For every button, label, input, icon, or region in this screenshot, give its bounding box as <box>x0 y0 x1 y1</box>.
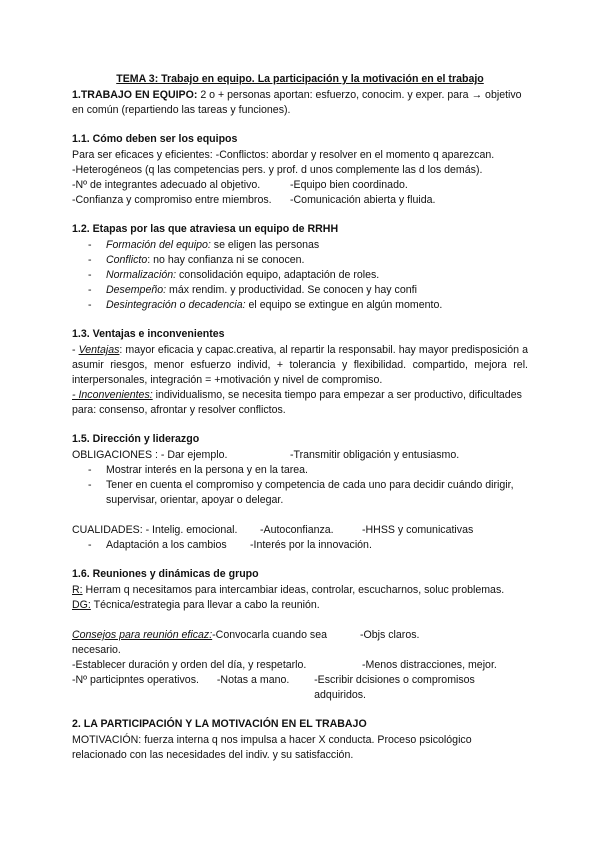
obligaciones-cell: -Transmitir obligación y entusiasmo. <box>290 449 460 461</box>
cualidades-item: Adaptación a los cambios <box>106 539 227 551</box>
stage-term: Formación del equipo: <box>106 239 211 251</box>
consejos-item: -Escribir dcisiones o compromisos adquiridos. <box>314 674 475 701</box>
consejos-row <box>72 673 528 703</box>
cualidades-cell: -Autoconfianza. <box>260 524 334 536</box>
consejos-item: -Convocarla cuando sea necesario. <box>72 629 327 656</box>
ventajas-prefix: - <box>72 344 79 356</box>
list-item <box>88 298 528 313</box>
stage-term: Desempeño: <box>106 284 167 296</box>
inconvenientes-text: individualismo, se necesita tiempo para empezar a ser productivo, dificultades para: consenso, afrontar y resolver conflictos. <box>72 389 522 416</box>
stage-text: consolidación equipo, adaptación de roles. <box>176 269 380 281</box>
list-item <box>88 268 528 283</box>
stage-text: : no hay confianza ni se conocen. <box>147 254 305 266</box>
section-1-1-row <box>72 178 528 193</box>
stage-text: se eligen las personas <box>210 239 320 251</box>
dinamica-label: DG: <box>72 599 91 611</box>
section-1-paragraph <box>72 88 528 118</box>
section-1-1-cell: -Confianza y compromiso entre miembros. <box>72 194 272 206</box>
section-1-1-cell: -Equipo bien coordinado. <box>290 179 408 191</box>
obligaciones-list <box>72 463 528 508</box>
consejos-item: -Notas a mano. <box>216 674 290 686</box>
section-1-heading: 1.TRABAJO EN EQUIPO: <box>72 89 198 101</box>
inconvenientes-label: - Inconvenientes: <box>72 389 153 401</box>
stage-text: el equipo se extingue en algún momento. <box>245 299 443 311</box>
cualidades-item: -Interés por la innovación. <box>250 539 372 551</box>
section-1-6-heading: 1.6. Reuniones y dinámicas de grupo <box>72 568 259 580</box>
cualidades-cell: -HHSS y comunicativas <box>362 524 474 536</box>
list-item <box>88 253 528 268</box>
inconvenientes-paragraph <box>72 388 528 418</box>
spacer <box>72 613 528 628</box>
stages-list <box>72 238 528 313</box>
consejos-label: Consejos para reunión eficaz: <box>72 629 213 641</box>
section-1-2-heading: 1.2. Etapas por las que atraviesa un equipo de RRHH <box>72 223 339 235</box>
section-1-1-line: Para ser eficaces y eficientes: -Conflictos: abordar y resolver en el momento q aparezcan. <box>72 149 495 161</box>
consejos-item: -Objs claros. <box>360 629 420 641</box>
consejos-row <box>72 628 528 658</box>
ventajas-text: : mayor eficacia y capac.creativa, al repartir la responsabil. hay mayor predisposición a asumir riesgos, menor esfuerzo individ, + tolerancia y flexibilidad. compartido, mejora rel. interpersonales, integración = +motivación y nivel de compromiso. <box>72 344 528 386</box>
list-item <box>88 538 528 553</box>
obligaciones-row <box>72 448 528 463</box>
section-1-1-heading: 1.1. Cómo deben ser los equipos <box>72 133 238 145</box>
section-1-1-row <box>72 193 528 208</box>
section-1-1-cell: -Nº de integrantes adecuado al objetivo. <box>72 179 261 191</box>
list-item <box>88 283 528 298</box>
section-2-heading: 2. LA PARTICIPACIÓN Y LA MOTIVACIÓN EN EL TRABAJO <box>72 718 367 730</box>
section-1-text: 2 o + personas aportan: esfuerzo, conocim. y exper. para → objetivo en común (repartiendo las tareas y funciones). <box>72 89 522 116</box>
cualidades-cell: CUALIDADES: - Intelig. emocional. <box>72 524 238 536</box>
consejos-item: -Menos distracciones, mejor. <box>362 659 497 671</box>
stage-text: máx rendim. y productividad. Se conocen y hay confi <box>166 284 417 296</box>
reunion-text: Herram q necesitamos para intercambiar ideas, controlar, escucharnos, soluc problemas. <box>82 584 505 596</box>
consejos-item: -Establecer duración y orden del día, y respetarlo. <box>72 659 307 671</box>
consejos-item: -Nº participntes operativos. <box>72 674 199 686</box>
stage-term: Conflicto <box>106 254 148 266</box>
list-item <box>88 238 528 253</box>
section-1-5-heading: 1.5. Dirección y liderazgo <box>72 433 200 445</box>
obligaciones-cell: OBLIGACIONES : - Dar ejemplo. <box>72 449 228 461</box>
list-item: - Mostrar interés en la persona y en la tarea. <box>88 463 528 478</box>
dinamica-definition <box>72 598 528 613</box>
consejos-row <box>72 658 528 673</box>
ventajas-paragraph <box>72 343 528 388</box>
cualidades-list <box>72 538 528 553</box>
section-1-1-cell: -Comunicación abierta y fluida. <box>290 194 436 206</box>
spacer <box>72 508 528 523</box>
reunion-definition <box>72 583 528 598</box>
cualidades-row <box>72 523 528 538</box>
consejos-cell <box>72 628 360 658</box>
reunion-label: R: <box>72 584 83 596</box>
stage-term: Normalización: <box>106 269 177 281</box>
list-item: - Tener en cuenta el compromiso y competencia de cada uno para decidir cuándo dirigir, supervisar, orientar, apoyar o delegar. <box>88 478 528 508</box>
document-title: TEMA 3: Trabajo en equipo. La participación y la motivación en el trabajo <box>116 73 484 85</box>
section-1-3-heading: 1.3. Ventajas e inconvenientes <box>72 328 225 340</box>
stage-term: Desintegración o decadencia: <box>106 299 246 311</box>
ventajas-label: Ventajas <box>78 344 120 356</box>
dinamica-text: Técnica/estrategia para llevar a cabo la reunión. <box>90 599 320 611</box>
motivacion-paragraph: MOTIVACIÓN: fuerza interna q nos impulsa a hacer X conducta. Proceso psicológico relacionado con las necesidades del indiv. y su satisfacción. <box>72 734 472 761</box>
section-1-1-line: -Heterogéneos (q las competencias pers. y prof. d unos complemente las d los demás). <box>72 164 483 176</box>
